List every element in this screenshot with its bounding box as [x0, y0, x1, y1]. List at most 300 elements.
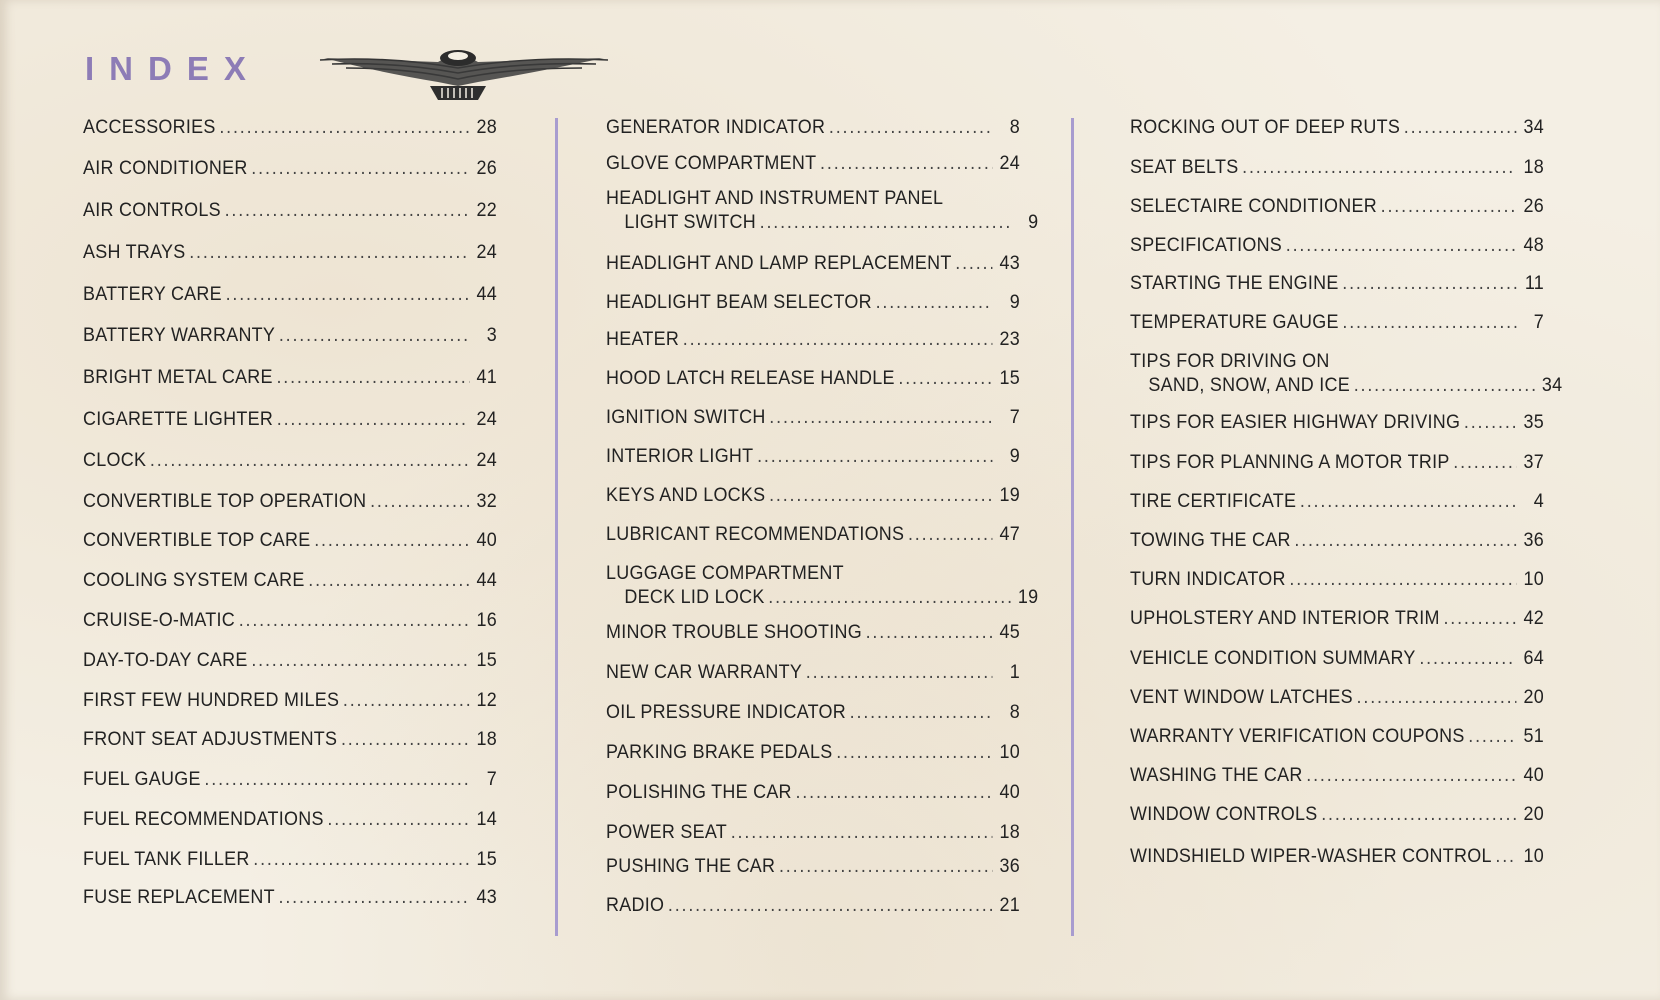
index-entry-name: OIL PRESSURE INDICATOR	[606, 701, 847, 723]
index-entry-page: 44	[476, 283, 497, 305]
index-entry-page: 22	[476, 199, 497, 221]
index-entry-name: GLOVE COMPARTMENT	[606, 152, 817, 174]
leader-dots	[866, 620, 993, 644]
index-entry-line	[606, 327, 1020, 351]
index-entry-line	[1130, 646, 1544, 670]
index-entry	[606, 561, 1039, 609]
index-entry-name: HEATER	[606, 328, 680, 350]
index-entry-page: 45	[999, 621, 1020, 643]
index-entry-name: FRONT SEAT ADJUSTMENTS	[83, 728, 338, 750]
index-entry-page: 18	[476, 728, 497, 750]
page-title: INDEX	[85, 50, 261, 87]
index-entry	[1130, 646, 1544, 670]
index-entry-line	[1130, 489, 1544, 513]
leader-dots	[795, 780, 992, 804]
index-entry	[606, 780, 1020, 804]
leader-dots	[1321, 802, 1516, 826]
index-entry-line	[83, 323, 497, 347]
leader-dots	[370, 489, 469, 513]
index-entry	[1130, 450, 1544, 474]
leader-dots	[1306, 763, 1516, 787]
index-entry-name: AIR CONDITIONER	[83, 157, 248, 179]
index-entry	[1130, 271, 1544, 295]
index-entry-page: 18	[1523, 156, 1544, 178]
index-entry-name: TIRE CERTIFICATE	[1130, 490, 1297, 512]
leader-dots	[898, 366, 992, 390]
index-entry	[83, 727, 497, 751]
index-entry-name: POWER SEAT	[606, 821, 728, 843]
index-entry	[83, 648, 497, 672]
index-entry-page: 9	[1009, 445, 1020, 467]
leader-dots	[1342, 271, 1516, 295]
leader-dots	[1294, 528, 1516, 552]
index-entry	[606, 115, 1020, 139]
index-entry-page: 10	[1523, 845, 1544, 867]
index-entry-line	[1130, 115, 1544, 139]
index-entry-name: HOOD LATCH RELEASE HANDLE	[606, 367, 895, 389]
index-entry-name: BRIGHT METAL CARE	[83, 366, 273, 388]
index-entry	[606, 251, 1020, 275]
index-entry-page: 3	[486, 324, 497, 346]
leader-dots	[731, 820, 993, 844]
index-entry-line	[1130, 802, 1544, 826]
index-entry	[606, 327, 1020, 351]
index-entry-line	[1130, 528, 1544, 552]
index-entry-line	[606, 405, 1020, 429]
index-entry-name: DECK LID LOCK	[624, 586, 765, 608]
index-entry-page: 8	[1009, 701, 1020, 723]
index-entry	[606, 893, 1020, 917]
index-entry-page: 42	[1523, 607, 1544, 629]
index-entry-name: AIR CONTROLS	[83, 199, 221, 221]
index-entry	[606, 366, 1020, 390]
index-entry-page: 48	[1523, 234, 1544, 256]
leader-dots	[1300, 489, 1517, 513]
index-entry-page: 43	[476, 886, 497, 908]
index-entry	[606, 620, 1020, 644]
index-entry-line	[83, 568, 497, 592]
index-entry	[83, 407, 497, 431]
index-entry-line	[606, 115, 1020, 139]
index-entry-page: 24	[476, 449, 497, 471]
index-entry-heading: HEADLIGHT AND INSTRUMENT PANEL	[606, 187, 944, 209]
index-entry-name: CONVERTIBLE TOP OPERATION	[83, 490, 367, 512]
index-entry-page: 24	[476, 241, 497, 263]
index-entry-line	[1130, 844, 1544, 868]
index-entry-name: INTERIOR LIGHT	[606, 445, 754, 467]
leader-dots	[908, 522, 992, 546]
leader-dots	[327, 807, 469, 831]
index-entry-name: WINDOW CONTROLS	[1130, 803, 1318, 825]
leader-dots	[820, 151, 992, 175]
leader-dots	[239, 608, 470, 632]
leader-dots	[683, 327, 993, 351]
index-entry	[606, 660, 1020, 684]
index-entry-line	[606, 290, 1020, 314]
leader-dots	[1453, 450, 1516, 474]
index-entry-line	[83, 115, 497, 139]
index-entry-name: WINDSHIELD WIPER-WASHER CONTROL	[1130, 845, 1492, 867]
index-entry	[83, 568, 497, 592]
index-entry-page: 10	[999, 741, 1020, 763]
index-entry	[1130, 194, 1544, 218]
leader-dots	[1381, 194, 1517, 218]
index-entry-name: TIPS FOR EASIER HIGHWAY DRIVING	[1130, 411, 1461, 433]
index-entry-line	[1130, 310, 1544, 334]
leader-dots	[1357, 685, 1517, 709]
leader-dots	[757, 444, 992, 468]
index-entry-name: SEAT BELTS	[1130, 156, 1239, 178]
index-entry	[1130, 349, 1563, 397]
index-entry-name: RADIO	[606, 894, 665, 916]
index-entry	[606, 700, 1020, 724]
index-entry-page: 34	[1523, 116, 1544, 138]
index-entry	[83, 489, 497, 513]
index-entry	[1130, 528, 1544, 552]
index-entry-line	[606, 585, 1038, 609]
index-entry-page: 9	[1028, 211, 1039, 233]
index-entry-page: 10	[1523, 568, 1544, 590]
index-entry-name: TURN INDICATOR	[1130, 568, 1286, 590]
index-entry-page: 47	[999, 523, 1020, 545]
leader-dots	[253, 847, 469, 871]
index-entry-name: VENT WINDOW LATCHES	[1130, 686, 1353, 708]
leader-dots	[1495, 844, 1516, 868]
index-entry-name: SELECTAIRE CONDITIONER	[1130, 195, 1377, 217]
index-entry-name: LIGHT SWITCH	[624, 211, 756, 233]
index-entry	[1130, 567, 1544, 591]
index-entry-page: 9	[1009, 291, 1020, 313]
index-entry-line	[606, 151, 1020, 175]
leader-dots	[1354, 373, 1535, 397]
index-entry-line	[606, 893, 1020, 917]
leader-dots	[277, 407, 470, 431]
index-entry-name: STARTING THE ENGINE	[1130, 272, 1339, 294]
index-entry-name: PUSHING THE CAR	[606, 855, 776, 877]
index-entry-page: 35	[1523, 411, 1544, 433]
index-entry-name: FIRST FEW HUNDRED MILES	[83, 689, 340, 711]
leader-dots	[343, 688, 470, 712]
leader-dots	[276, 365, 469, 389]
leader-dots	[225, 198, 470, 222]
index-entry-page: 21	[999, 894, 1020, 916]
leader-dots	[1342, 310, 1516, 334]
index-entry-heading: LUGGAGE COMPARTMENT	[606, 562, 844, 584]
leader-dots	[760, 210, 1011, 234]
index-entry	[606, 740, 1020, 764]
index-entry-line	[83, 448, 497, 472]
index-entry-name: FUEL GAUGE	[83, 768, 201, 790]
index-entry-name: TIPS FOR PLANNING A MOTOR TRIP	[1130, 451, 1450, 473]
index-entry	[1130, 763, 1544, 787]
index-entry-name: COOLING SYSTEM CARE	[83, 569, 305, 591]
index-entry	[83, 885, 497, 909]
index-entry-page: 18	[999, 821, 1020, 843]
index-entry-line	[1130, 685, 1544, 709]
index-entry-name: PARKING BRAKE PEDALS	[606, 741, 833, 763]
index-entry-page: 11	[1524, 272, 1544, 294]
index-entry-name: NEW CAR WARRANTY	[606, 661, 803, 683]
index-entry-page: 23	[999, 328, 1020, 350]
index-entry	[83, 323, 497, 347]
leader-dots	[769, 405, 992, 429]
index-entry-name: BATTERY WARRANTY	[83, 324, 276, 346]
leader-dots	[1242, 155, 1516, 179]
index-entry-page: 64	[1523, 647, 1544, 669]
index-entry-page: 36	[1523, 529, 1544, 551]
leader-dots	[1464, 410, 1517, 434]
index-entry-page: 24	[999, 152, 1020, 174]
index-entry	[83, 365, 497, 389]
leader-dots	[1419, 646, 1516, 670]
index-entry-page: 37	[1523, 451, 1544, 473]
index-entry-name: UPHOLSTERY AND INTERIOR TRIM	[1130, 607, 1440, 629]
index-entry	[606, 151, 1020, 175]
index-entry-line	[83, 240, 497, 264]
index-entry-name: HEADLIGHT AND LAMP REPLACEMENT	[606, 252, 952, 274]
index-entry-page: 44	[476, 569, 497, 591]
index-entry	[1130, 310, 1544, 334]
index-entry-name: ASH TRAYS	[83, 241, 186, 263]
index-entry-line	[83, 767, 497, 791]
leader-dots	[806, 660, 993, 684]
index-entry-name: POLISHING THE CAR	[606, 781, 792, 803]
index-entry-page: 12	[476, 689, 497, 711]
index-entry-line	[83, 489, 497, 513]
index-entry-line	[83, 156, 497, 180]
index-entry-page: 8	[1009, 116, 1020, 138]
index-entry-name: VEHICLE CONDITION SUMMARY	[1130, 647, 1416, 669]
index-entry-name: GENERATOR INDICATOR	[606, 116, 826, 138]
index-entry	[606, 290, 1020, 314]
index-entry-name: CONVERTIBLE TOP CARE	[83, 529, 311, 551]
index-entry-line	[1130, 724, 1544, 748]
index-entry-line	[606, 780, 1020, 804]
index-entry	[1130, 410, 1544, 434]
index-entry-line	[83, 847, 497, 871]
index-entry	[83, 807, 497, 831]
index-entry-name: FUSE REPLACEMENT	[83, 886, 275, 908]
index-entry-page: 24	[476, 408, 497, 430]
leader-dots	[955, 251, 992, 275]
leader-dots	[779, 854, 992, 878]
column-divider	[1071, 118, 1074, 936]
leader-dots	[251, 156, 469, 180]
index-entry-line	[83, 365, 497, 389]
index-entry-line	[1130, 155, 1544, 179]
index-entry-page: 20	[1523, 686, 1544, 708]
index-entry-page: 36	[999, 855, 1020, 877]
index-entry	[606, 854, 1020, 878]
index-entry-page: 51	[1523, 725, 1544, 747]
index-entry-line	[606, 820, 1020, 844]
index-entry-page: 7	[1533, 311, 1544, 333]
index-entry	[1130, 115, 1544, 139]
index-entry-line	[83, 807, 497, 831]
index-entry	[1130, 844, 1544, 868]
index-entry-page: 15	[476, 649, 497, 671]
index-entry-line	[83, 727, 497, 751]
index-entry	[83, 608, 497, 632]
index-entry	[606, 444, 1020, 468]
index-entry	[83, 767, 497, 791]
index-entry	[1130, 724, 1544, 748]
index-entry-page: 4	[1533, 490, 1544, 512]
index-entry-line	[1130, 233, 1544, 257]
index-entry	[1130, 489, 1544, 513]
index-entry-page: 32	[476, 490, 497, 512]
index-entry-line	[83, 688, 497, 712]
index-entry-line	[606, 620, 1020, 644]
index-entry-line	[606, 740, 1020, 764]
index-entry-page: 40	[476, 529, 497, 551]
index-entry-page: 40	[999, 781, 1020, 803]
index-entry-line	[83, 648, 497, 672]
index-entry-name: IGNITION SWITCH	[606, 406, 766, 428]
index-entry-name: MINOR TROUBLE SHOOTING	[606, 621, 862, 643]
leader-dots	[1289, 567, 1516, 591]
index-entry	[606, 186, 1039, 234]
leader-dots	[189, 240, 469, 264]
index-entry	[83, 282, 497, 306]
index-entry-name: ROCKING OUT OF DEEP RUTS	[1130, 116, 1401, 138]
index-entry-line	[606, 366, 1020, 390]
index-entry-page: 34	[1541, 374, 1563, 396]
index-entry-line	[83, 198, 497, 222]
leader-dots	[668, 893, 993, 917]
index-entry-name: CRUISE-O-MATIC	[83, 609, 236, 631]
leader-dots	[314, 528, 469, 552]
index-entry	[83, 115, 497, 139]
index-entry-line	[606, 210, 1038, 234]
index-entry-line	[606, 251, 1020, 275]
index-entry-name: BATTERY CARE	[83, 283, 222, 305]
index-entry-page: 40	[1523, 764, 1544, 786]
index-entry	[1130, 155, 1544, 179]
leader-dots	[1443, 606, 1516, 630]
leader-dots	[1404, 115, 1517, 139]
index-entry-page: 19	[1017, 586, 1039, 608]
index-entry-name: KEYS AND LOCKS	[606, 484, 766, 506]
index-entry-name: LUBRICANT RECOMMENDATIONS	[606, 523, 905, 545]
index-entry-name: CIGARETTE LIGHTER	[83, 408, 274, 430]
index-entry	[1130, 685, 1544, 709]
index-entry-name: WASHING THE CAR	[1130, 764, 1303, 786]
leader-dots	[836, 740, 992, 764]
leader-dots	[850, 700, 993, 724]
index-entry-name: SPECIFICATIONS	[1130, 234, 1283, 256]
index-entry-line	[83, 528, 497, 552]
leader-dots	[769, 483, 992, 507]
leader-dots	[251, 648, 469, 672]
leader-dots	[150, 448, 470, 472]
leader-dots	[1286, 233, 1517, 257]
leader-dots	[279, 323, 470, 347]
leader-dots	[219, 115, 469, 139]
index-entry-line	[1130, 410, 1544, 434]
index-entry-line	[1130, 567, 1544, 591]
index-entry	[606, 483, 1020, 507]
index-entry-line	[1130, 194, 1544, 218]
index-entry-page: 43	[999, 252, 1020, 274]
index-entry	[83, 240, 497, 264]
index-entry-line	[606, 660, 1020, 684]
column-divider	[555, 118, 558, 936]
leader-dots	[1468, 724, 1516, 748]
index-entry	[83, 156, 497, 180]
index-entry	[83, 448, 497, 472]
index-entry	[83, 847, 497, 871]
leader-dots	[204, 767, 469, 791]
index-entry	[83, 688, 497, 712]
index-entry-line	[83, 885, 497, 909]
index-entry-name: HEADLIGHT BEAM SELECTOR	[606, 291, 872, 313]
index-entry	[1130, 606, 1544, 630]
index-entry-page: 20	[1523, 803, 1544, 825]
index-entry-line	[1130, 450, 1544, 474]
index-entry-line	[83, 407, 497, 431]
index-entry	[606, 820, 1020, 844]
index-entry-line	[1130, 606, 1544, 630]
index-entry-line	[1130, 373, 1562, 397]
index-entry-name: FUEL RECOMMENDATIONS	[83, 808, 324, 830]
index-entry-name: ACCESSORIES	[83, 116, 216, 138]
index-entry-page: 26	[1523, 195, 1544, 217]
index-entry-line	[606, 483, 1020, 507]
leader-dots	[279, 885, 470, 909]
leader-dots	[829, 115, 993, 139]
leader-dots	[308, 568, 469, 592]
index-entry-name: DAY-TO-DAY CARE	[83, 649, 248, 671]
index-entry-line	[606, 522, 1020, 546]
index-entry-page: 7	[1009, 406, 1020, 428]
thunderbird-emblem-icon	[318, 46, 610, 102]
index-entry-page: 28	[476, 116, 497, 138]
index-entry-page: 15	[999, 367, 1020, 389]
index-entry-line	[83, 608, 497, 632]
index-entry-line	[83, 282, 497, 306]
index-entry-page: 1	[1009, 661, 1020, 683]
index-entry-page: 16	[476, 609, 497, 631]
index-entry-line	[606, 444, 1020, 468]
index-entry-name: TOWING THE CAR	[1130, 529, 1291, 551]
index-entry-name: FUEL TANK FILLER	[83, 848, 250, 870]
index-entry-page: 19	[999, 484, 1020, 506]
index-entry-name: SAND, SNOW, AND ICE	[1148, 374, 1351, 396]
index-entry	[83, 528, 497, 552]
leader-dots	[876, 290, 993, 314]
index-entry-line	[1130, 271, 1544, 295]
index-entry	[1130, 802, 1544, 826]
index-entry-name: TEMPERATURE GAUGE	[1130, 311, 1339, 333]
index-entry	[606, 522, 1020, 546]
index-entry-heading: TIPS FOR DRIVING ON	[1130, 350, 1330, 372]
index-entry-page: 14	[476, 808, 497, 830]
index-entry-page: 26	[476, 157, 497, 179]
index-entry	[1130, 233, 1544, 257]
index-entry-line	[606, 700, 1020, 724]
index-entry-line	[1130, 763, 1544, 787]
index-entry-page: 15	[476, 848, 497, 870]
index-entry-name: CLOCK	[83, 449, 147, 471]
index-entry-line	[606, 854, 1020, 878]
index-entry-name: WARRANTY VERIFICATION COUPONS	[1130, 725, 1465, 747]
leader-dots	[226, 282, 470, 306]
index-entry-page: 7	[486, 768, 497, 790]
index-entry	[606, 405, 1020, 429]
index-entry-page: 41	[476, 366, 497, 388]
leader-dots	[341, 727, 469, 751]
